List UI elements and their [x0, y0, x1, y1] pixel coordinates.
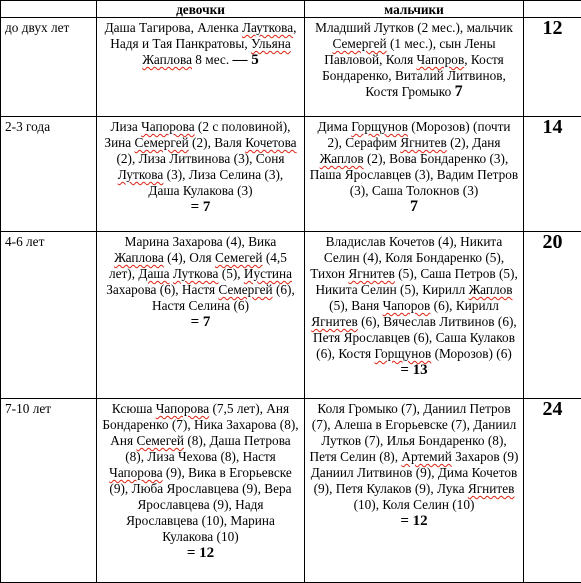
names-text: (Морозов) (6)	[431, 346, 512, 361]
group-count: — 5	[232, 52, 258, 68]
girls-cell	[97, 18, 305, 117]
names-text: Даша Тагирова, Аленка	[105, 20, 242, 35]
names-text: (9), Вика в Егорьевске (9), Люба Ярославцева (9), Вера Ярославцева (9), Надя Ярославцева (10), Марина Кулакова (10)	[109, 465, 291, 544]
names-text: (5),	[218, 266, 243, 281]
table-row	[1, 399, 581, 583]
names-text: (10), Коля Селин (10)	[354, 497, 475, 512]
names-text: Захарова (6), Настя	[106, 282, 218, 297]
group-count: = 12	[400, 513, 427, 529]
spellcheck-word: Горщунов	[375, 346, 432, 361]
total-count: 14	[524, 117, 581, 232]
names-text: (4), Оля	[164, 250, 215, 265]
boys-cell	[305, 399, 524, 583]
names-text: (Морозов) (почти 2), Серафим	[328, 119, 511, 150]
group-count: = 13	[400, 362, 427, 378]
spellcheck-word: Горщунов	[351, 119, 408, 134]
spellcheck-word: Семегей	[136, 433, 184, 448]
spellcheck-word: Жаплова	[142, 52, 192, 67]
spellcheck-word: Жаплова	[114, 250, 164, 265]
header-age	[1, 1, 97, 18]
names-text: Дима	[317, 119, 351, 134]
spellcheck-word: Ульяна	[251, 36, 291, 51]
spellcheck-word: Чапорова	[141, 119, 194, 134]
girls-cell	[97, 117, 305, 232]
names-text: (6), Вячеслав Литвинов (6), Петя Ярославцев (6), Саша Кулаков (6), Костя	[313, 314, 517, 361]
total-count: 12	[524, 18, 581, 117]
table-row	[1, 117, 581, 232]
spellcheck-word: Иустина	[244, 266, 292, 281]
age-group-cell: 2-3 года	[1, 117, 97, 232]
header-boys: мальчики	[305, 1, 524, 18]
names-text: (2), Лиза Литвинова (3), Соня	[116, 151, 284, 166]
table-row	[1, 232, 581, 399]
names-text: (4,5 лет),	[109, 250, 287, 281]
header-total	[524, 1, 581, 18]
names-text: (6), Кирилл	[430, 298, 499, 313]
age-group-cell: 4-6 лет	[1, 232, 97, 399]
names-text: (5), Саша Петров (5), Никита Селин (5), Кирилл	[315, 266, 517, 297]
spellcheck-word: Лауткова	[242, 20, 293, 35]
names-text: (8), Даша Петрова (8), Лиза Чехова (8), Настя	[125, 433, 291, 464]
names-text: Ксюша	[112, 401, 156, 416]
total-count: 24	[524, 399, 581, 583]
names-text: , Костя Бондаренко, Виталий Литвинов, Костя Громыко	[322, 52, 506, 99]
girls-cell	[97, 232, 305, 399]
names-text: (3), Лиза Селина (3), Даша Кулакова (3)	[148, 167, 283, 198]
boys-cell	[305, 232, 524, 399]
names-text: (2), Даня	[447, 135, 501, 150]
names-text: (7,5 лет), Аня Бондаренко (7), Ника Захарова (8), Аня	[102, 401, 298, 448]
names-text: (1 мес.), сын Лены Павловой, Коля	[324, 36, 495, 67]
names-text: (5), Ваня	[329, 298, 382, 313]
header-girls: девочки	[97, 1, 305, 18]
spellcheck-word: Жаплов	[469, 282, 513, 297]
names-text: Захаров (9)	[452, 449, 519, 464]
names-text: (2), Валя	[189, 135, 245, 150]
header-row	[1, 1, 581, 18]
group-count: = 7	[191, 199, 211, 215]
boys-cell	[305, 117, 524, 232]
names-text: (2), Вова Бондаренко (3), Паша Ярославцев (3), Вадим Петров (3), Саша Толокнов (3)	[310, 151, 518, 198]
group-count: 7	[410, 198, 418, 215]
age-group-cell: до двух лет	[1, 18, 97, 117]
spellcheck-word: Даша	[138, 266, 169, 281]
spellcheck-word: Ягнитев	[400, 135, 447, 150]
girls-cell	[97, 399, 305, 583]
spellcheck-word: Артемий	[401, 449, 451, 464]
total-count: 20	[524, 232, 581, 399]
spellcheck-word: Семегей	[215, 250, 263, 265]
spellcheck-word: Семергей	[332, 36, 386, 51]
spellcheck-word: Кочетова	[245, 135, 296, 150]
group-count: 7	[455, 83, 463, 100]
names-text: , Надя и Тая Панкратовы,	[110, 20, 296, 51]
names-text: Младший Лутков (2 мес.), мальчик	[315, 20, 513, 35]
spellcheck-word: Чапорова	[109, 465, 162, 480]
spellcheck-word: Чапорова	[156, 401, 209, 416]
spellcheck-word: Ягнитев	[468, 481, 515, 496]
spellcheck-word: Семергей	[135, 135, 189, 150]
spellcheck-word: Чапоров	[417, 52, 465, 67]
names-text: Коля Громыко (7), Даниил Петров (7), Алеша в Егорьевске (7), Даниил Лутков (7), Илья Бондаренко (8), Петя Селин (8),	[310, 401, 517, 464]
names-text: Владислав Кочетов (4), Никита Селин (4), Коля Бондаренко (5), Тихон	[310, 234, 504, 281]
names-text: (6), Настя Селина (6)	[152, 282, 295, 313]
group-count: = 7	[191, 314, 211, 330]
boys-cell	[305, 18, 524, 117]
table-row	[1, 18, 581, 117]
names-text: Лиза	[111, 119, 142, 134]
spellcheck-word: Чапоров	[383, 298, 431, 313]
spellcheck-word: Жаплов	[320, 151, 364, 166]
group-count: = 12	[187, 545, 214, 561]
names-text: (2 с половиной), Зина	[104, 119, 290, 150]
spellcheck-word: Луткова	[173, 266, 219, 281]
spellcheck-word: Ягнитев	[311, 314, 358, 329]
spellcheck-word: Луткова	[118, 167, 164, 182]
names-text: Марина Захарова (4), Вика	[125, 234, 277, 249]
names-text: Даниил Литвинов (9), Дима Кочетов (9), Петя Кулаков (9), Лука	[311, 465, 518, 496]
spellcheck-word: Ягнитев	[348, 266, 395, 281]
names-text: 8 мес.	[192, 52, 233, 67]
spellcheck-word: Семергей	[218, 282, 272, 297]
age-group-cell: 7-10 лет	[1, 399, 97, 583]
